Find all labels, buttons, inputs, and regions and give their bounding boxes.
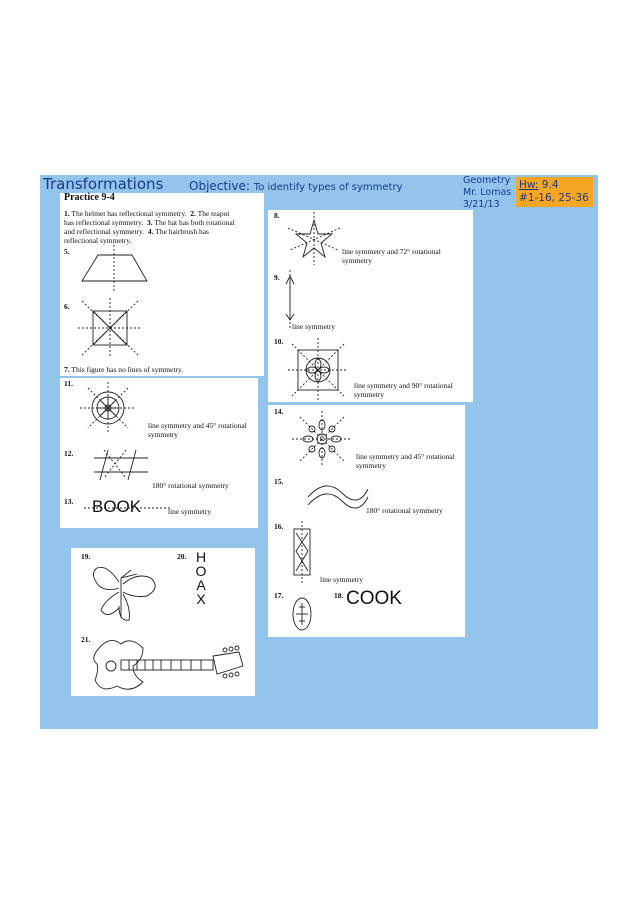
- letter-a: A: [196, 577, 206, 593]
- hw-problems: #1-16, 25-36: [519, 192, 589, 204]
- num-20: 20.: [177, 552, 187, 561]
- figures-8-10: [268, 210, 473, 402]
- num-7: 7.: [64, 365, 70, 374]
- num-13: 13.: [64, 497, 74, 506]
- num-6: 6.: [64, 302, 70, 311]
- objective-label: Objective:: [189, 179, 250, 193]
- answer-7: This figure has no lines of symmetry.: [71, 365, 184, 374]
- answer-2: The teapot: [197, 209, 230, 218]
- answer-10b: symmetry: [354, 390, 384, 399]
- objective: [189, 179, 403, 193]
- answer-10a: line symmetry and 90° rotational: [354, 381, 453, 390]
- word-book: BOOK: [92, 497, 142, 516]
- num-16: 16.: [274, 522, 284, 531]
- answer-line-7: [64, 366, 183, 374]
- word-cook: COOK: [346, 588, 402, 609]
- answer-12: 180° rotational symmetry: [152, 481, 229, 490]
- answer-15: 180° rotational symmetry: [366, 506, 443, 515]
- answer-2b: has reflectional symmetry.: [64, 218, 144, 227]
- card-problems-11-13: [60, 378, 258, 528]
- num-1: 1.: [64, 209, 70, 218]
- letter-x: X: [196, 591, 206, 607]
- answer-11b: symmetry: [148, 430, 178, 439]
- answer-14a: line symmetry and 45° rotational: [356, 452, 455, 461]
- answer-16: line symmetry: [320, 575, 364, 584]
- teacher-name: Mr. Lomas: [463, 187, 512, 198]
- answer-line-4: reflectional symmetry.: [64, 236, 132, 245]
- num-4: 4.: [147, 227, 154, 236]
- hw-section: 9.4: [541, 179, 559, 191]
- homework-box: [516, 177, 593, 207]
- answer-3b: and reflectional symmetry.: [64, 227, 145, 236]
- hw-label: Hw:: [519, 179, 539, 191]
- figures-11-13: [60, 378, 258, 528]
- objective-text: To identify types of symmetry: [253, 182, 403, 193]
- answer-1: The helmet has reflectional symmetry.: [71, 209, 187, 218]
- card-problems-8-10: [268, 210, 473, 402]
- num-10: 10.: [274, 337, 284, 346]
- num-15: 15.: [274, 477, 284, 486]
- course-name: Geometry: [463, 175, 511, 186]
- card-problems-14-18: [268, 405, 465, 637]
- num-12: 12.: [64, 449, 74, 458]
- num-19: 19.: [81, 552, 91, 561]
- num-2: 2.: [190, 209, 196, 218]
- letter-h: H: [195, 549, 207, 565]
- answer-4: The hairbrush has: [155, 227, 209, 236]
- num-5: 5.: [64, 247, 70, 256]
- answer-8b: symmetry: [342, 256, 372, 265]
- answer-8a: line symmetry and 72° rotational: [342, 247, 441, 256]
- answer-13: line symmetry: [168, 507, 212, 516]
- num-9: 9.: [274, 273, 280, 282]
- page-title: Transformations: [43, 175, 164, 193]
- answer-14b: symmetry: [356, 461, 386, 470]
- card-problems-1-7: [60, 193, 264, 376]
- course-info: [463, 175, 511, 211]
- num-18: 18.: [334, 591, 344, 600]
- practice-heading: Practice 9-4: [64, 192, 115, 203]
- answer-3: The hat has both rotational: [154, 218, 235, 227]
- date: 3/21/13: [463, 199, 500, 210]
- figures-19-21: [71, 548, 255, 696]
- answer-9: line symmetry: [292, 322, 336, 331]
- num-11: 11.: [64, 379, 73, 388]
- num-8: 8.: [274, 211, 280, 220]
- num-3: 3.: [147, 218, 153, 227]
- figures-5-6: [60, 193, 264, 376]
- num-17: 17.: [274, 591, 284, 600]
- letter-o: O: [195, 563, 207, 579]
- num-14: 14.: [274, 407, 284, 416]
- num-21: 21.: [81, 635, 91, 644]
- card-problems-19-21: [71, 548, 255, 696]
- answer-11a: line symmetry and 45° rotational: [148, 421, 247, 430]
